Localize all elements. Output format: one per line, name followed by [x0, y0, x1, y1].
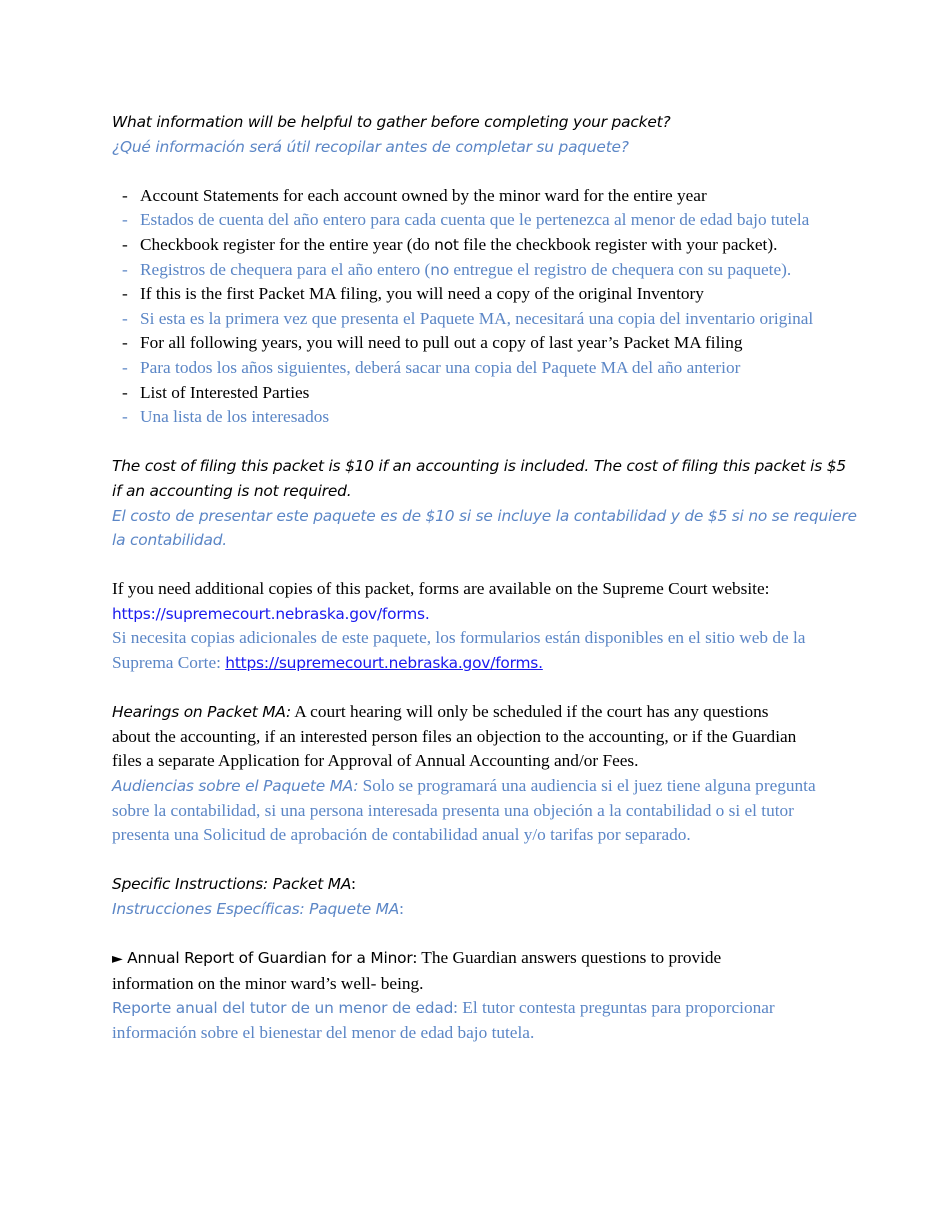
forms-link-es[interactable]: https://supremecourt.nebraska.gov/forms. — [225, 654, 543, 673]
copies-paragraph-es-line-2: Suprema Corte: — [112, 653, 226, 673]
list-item: - Account Statements for each account owned by the minor ward for the entire year — [122, 184, 872, 209]
list-item: - Registros de chequera para el año entero (no entregue el registro de chequera con su paquete). — [122, 258, 872, 283]
copies-paragraph-en: If you need additional copies of this packet, forms are available on the Supreme Court website: — [112, 579, 770, 599]
list-item: - Checkbook register for the entire year (do not file the checkbook register with your packet). — [122, 233, 872, 258]
cost-paragraph-es-line-1: El costo de presentar este paquete es de $10 si se incluye la contabilidad y de $5 si no se requiere — [112, 506, 857, 525]
arrow-right-icon: ► — [112, 951, 123, 968]
list-item: - If this is the first Packet MA filing, you will need a copy of the original Inventory — [122, 282, 872, 307]
forms-link[interactable]: https://supremecourt.nebraska.gov/forms. — [112, 604, 430, 623]
list-item: - List of Interested Parties — [122, 381, 872, 406]
list-item: - Estados de cuenta del año entero para cada cuenta que le pertenezca al menor de edad bajo tutela — [122, 208, 872, 233]
hearings-label-es: Audiencias sobre el Paquete MA: — [112, 777, 359, 796]
cost-paragraph-es-line-2: la contabilidad. — [112, 531, 227, 550]
hearings-paragraph-es: Audiencias sobre el Paquete MA: Solo se programará una audiencia si el juez tiene alguna pregunta — [112, 776, 816, 796]
list-item: - For all following years, you will need to pull out a copy of last year’s Packet MA filing — [122, 331, 872, 356]
hearings-paragraph-en: Hearings on Packet MA: A court hearing will only be scheduled if the court has any questions — [112, 702, 769, 722]
specific-instructions-heading-en: Specific Instructions: Packet MA: — [112, 874, 356, 894]
cost-paragraph-en-line-1: The cost of filing this packet is $10 if an accounting is included. The cost of filing this packet is $5 — [112, 457, 846, 476]
list-item: - Si esta es la primera vez que presenta el Paquete MA, necesitará una copia del inventario original — [122, 307, 872, 332]
cost-paragraph-en-line-2: if an accounting is not required. — [112, 481, 352, 500]
annual-report-item-es: Reporte anual del tutor de un menor de edad: El tutor contesta preguntas para proporcionar — [112, 998, 775, 1018]
list-item: - Una lista de los interesados — [122, 405, 872, 430]
list-item: - Para todos los años siguientes, deberá sacar una copia del Paquete MA del año anterior — [122, 356, 872, 381]
annual-report-label-en: Annual Report of Guardian for a Minor — [127, 949, 413, 968]
question-heading-es: ¿Qué información será útil recopilar antes de completar su paquete? — [112, 137, 629, 156]
annual-report-label-es: Reporte anual del tutor de un menor de edad — [112, 999, 454, 1018]
question-heading-en: What information will be helpful to gather before completing your packet? — [112, 113, 671, 131]
copies-paragraph-es-line-1: Si necesita copias adicionales de este paquete, los formularios están disponibles en el sitio web de la — [112, 628, 806, 648]
document-page: What information will be helpful to gather before completing your packet? ¿Qué información será útil recopilar antes de completar su paquete? - Account Statements for each account owned by the minor ward for the entire year - Estados de cuenta del año entero para cada cuenta que le pertenezca al menor de edad bajo tutela - Checkbook register for the entire year (do not file the checkbook register with your packet). - Registros de chequera para el año entero (no entregue el registro de chequera con su paquete). - If this is the first Packet MA filing, you will need a copy of the original Inventory - Si esta es la primera vez que presenta el Paquete MA, necesitará una copia del inventario original - For all following years, you will need to pull out a copy of last year’s Packet MA filing - Para todos los años siguientes, deberá sacar una copia del Paquete MA del año anterior - List of Interested Parties - Una lista de los interesados The cost of filing this packet is $10 if an accounting is included. The cost of filing this packet is $5 if an accounting is not required. El costo de presentar este paquete es de $10 si se incluye la contabilidad y de $5 si no se requiere la contabilidad. If you need additional copies of this packet, forms are available on the Supreme Court website: https://supremecourt.nebraska.gov/forms. Si necesita copias adicionales de este paquete, los formularios están disponibles en el sitio web de la Suprema Corte: https://supremecourt.nebraska.gov/forms. Hearings on Packet MA: A court hearing will only be scheduled if the court has any questions about the accounting, if an interested person files an objection to the accounting, or if the Guardian files a separate Application for Approval of Annual Accounting and/or Fees. Audiencias sobre el Paquete MA: Solo se programará una audiencia si el juez tiene alguna pregunta sobre la contabilidad, si una persona interesada presenta una objeción a la contabilidad o si el tutor presenta una Solicitud de aprobación de contabilidad anual y/o tarifas por separado. Specific Instructions: Packet MA: Instrucciones Específicas: Paquete MA: ► Annual Report of Guardian for a Minor: The Guardian answers questions to provide information on the minor ward’s well- being. Reporte anual del tutor de un menor de edad: El tutor contesta preguntas para proporcionar información sobre el bienestar del menor de edad bajo tutela. — [112, 110, 872, 1046]
hearings-label-en: Hearings on Packet MA: — [112, 703, 291, 722]
gather-list — [112, 184, 872, 430]
annual-report-item-en: ► Annual Report of Guardian for a Minor: The Guardian answers questions to provide — [112, 948, 722, 968]
specific-instructions-heading-es: Instrucciones Específicas: Paquete MA: — [112, 899, 404, 918]
